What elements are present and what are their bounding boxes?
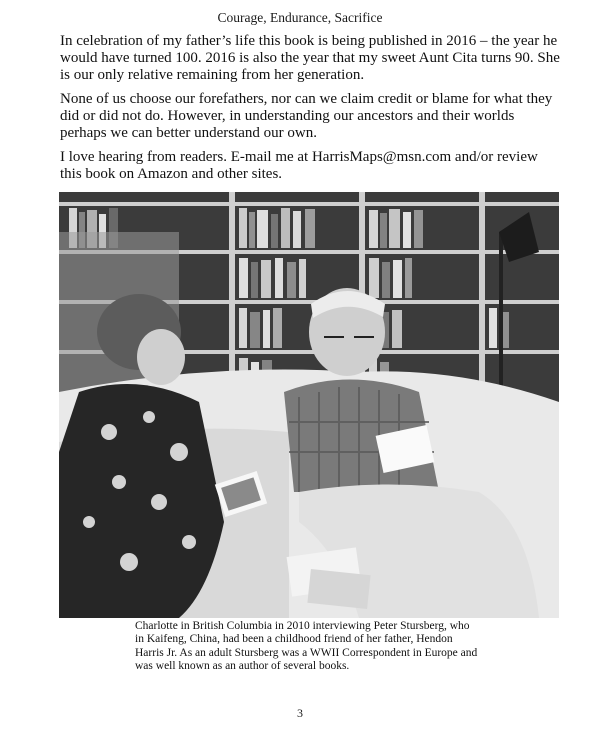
- paragraph-ancestors: None of us choose our forefathers, nor can we claim credit or blame for what they did or did not do. However, in understanding our ancestors and their worlds perhaps we can better understand our own.: [60, 91, 553, 141]
- interview-photo: [59, 192, 559, 618]
- body-text: [60, 33, 560, 190]
- page-number: 3: [297, 706, 303, 720]
- photo-caption: Charlotte in British Columbia in 2010 interviewing Peter Stursberg, who in Kaifeng, China, had been a childhood friend of her father, Hendon Harris Jr. As an adult Stursberg was a WWII Correspondent in Europe and was well known as an author of several books.: [135, 620, 478, 673]
- running-head: Courage, Endurance, Sacrifice: [217, 10, 383, 25]
- paragraph-dedication: In celebration of my father’s life this book is being published in 2016 – the year he would have turned 100. 2016 is also the year that my sweet Aunt Cita turns 90. She is our only relative remaining from her generation.: [60, 33, 560, 83]
- photo-illustration: [59, 192, 559, 618]
- paragraph-contact: I love hearing from readers. E-mail me at HarrisMaps@msn.com and/or review this book on Amazon and other sites.: [60, 149, 538, 182]
